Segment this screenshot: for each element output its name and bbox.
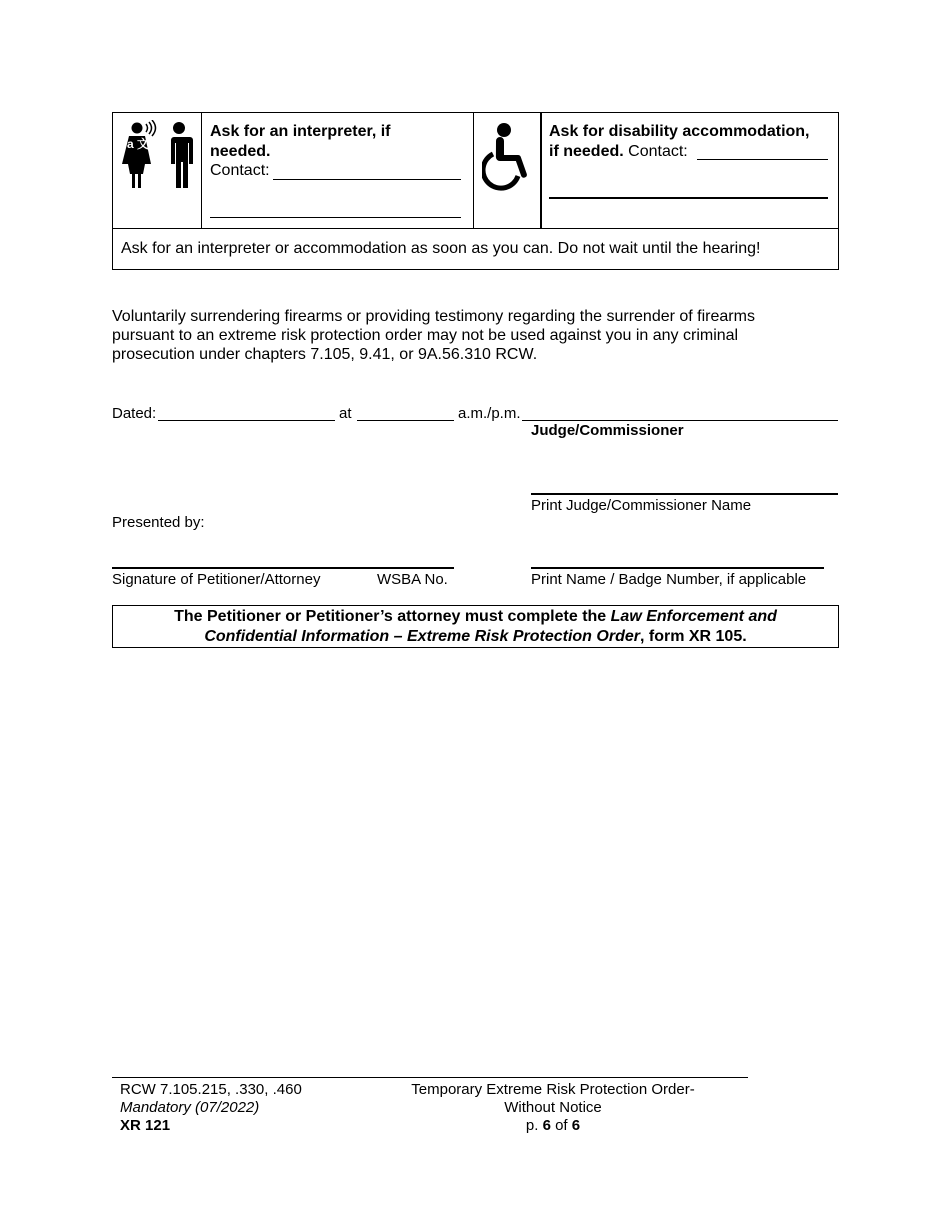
disability-heading-line2: if needed. xyxy=(549,143,624,160)
presented-by-label: Presented by: xyxy=(112,514,205,531)
footer-title-line-1: Temporary Extreme Risk Protection Order- xyxy=(411,1081,695,1098)
disability-contact-line-1[interactable] xyxy=(697,159,828,160)
firearms-line-3: prosecution under chapters 7.105, 9.41, or 9A.56.310 RCW. xyxy=(112,346,538,363)
dated-field-line[interactable] xyxy=(158,420,335,421)
cell-divider-2 xyxy=(473,112,474,228)
petitioner-notice-line-1 xyxy=(112,607,839,627)
footer-title-line-2: Without Notice xyxy=(504,1099,602,1116)
disability-heading-line2-row xyxy=(549,142,688,162)
interpreter-contact-line-1[interactable] xyxy=(273,179,461,180)
interpreter-contact-label: Contact: xyxy=(210,162,270,179)
notice-form-number: , form XR 105. xyxy=(639,628,747,645)
interpreter-icon-glyph: a 文 xyxy=(126,137,149,151)
footer-rcw: RCW 7.105.215, .330, .460 xyxy=(120,1081,302,1098)
dated-label: Dated: xyxy=(112,405,157,422)
print-name-line[interactable] xyxy=(531,567,824,569)
cell-divider-3 xyxy=(540,112,542,228)
petitioner-signature-label: Signature of Petitioner/Attorney xyxy=(112,571,321,588)
ampm-label: a.m./p.m. xyxy=(458,405,521,422)
interpreter-heading-line2: needed. xyxy=(210,143,271,160)
judge-label: Judge/Commissioner xyxy=(531,422,684,439)
petitioner-notice-line-2 xyxy=(112,627,839,647)
footer-mandatory: Mandatory (07/2022) xyxy=(120,1099,260,1116)
wheelchair-icon xyxy=(482,122,534,194)
wsba-label: WSBA No. xyxy=(377,571,448,588)
disability-heading-line1: Ask for disability accommodation, xyxy=(549,123,810,140)
disability-contact-label: Contact: xyxy=(628,143,688,160)
interpreter-contact-line-2[interactable] xyxy=(210,217,461,218)
time-field-line[interactable] xyxy=(357,420,454,421)
page-current: 6 xyxy=(542,1117,551,1134)
firearms-line-1: Voluntarily surrendering firearms or providing testimony regarding the surrender of firearms xyxy=(112,308,755,325)
footer-rule xyxy=(112,1077,748,1078)
firearms-line-2: pursuant to an extreme risk protection order may not be used against you in any criminal xyxy=(112,327,739,344)
access-box-divider xyxy=(112,228,838,229)
interpreter-icon xyxy=(118,120,196,192)
print-name-label: Print Name / Badge Number, if applicable xyxy=(531,571,807,588)
footer-page-number xyxy=(383,1116,723,1135)
cell-divider-1 xyxy=(201,112,202,228)
disability-contact-line-2[interactable] xyxy=(549,197,828,199)
petitioner-signature-line[interactable] xyxy=(112,567,454,569)
print-judge-label: Print Judge/Commissioner Name xyxy=(531,497,752,514)
footer-form-id: XR 121 xyxy=(120,1117,171,1134)
at-label: at xyxy=(339,405,352,422)
notice-line1-text: The Petitioner or Petitioner’s attorney must complete the xyxy=(174,608,611,625)
page-total: 6 xyxy=(571,1117,581,1134)
notice-form-title-part2: Confidential Information – Extreme Risk Protection Order xyxy=(204,628,640,645)
interpreter-heading-line1: Ask for an interpreter, if xyxy=(210,123,391,140)
notice-form-title-part1: Law Enforcement and xyxy=(610,608,777,625)
page-prefix: p. xyxy=(525,1117,543,1134)
page-of: of xyxy=(550,1117,572,1134)
print-judge-line[interactable] xyxy=(531,493,838,495)
accommodation-notice: Ask for an interpreter or accommodation as soon as you can. Do not wait until the hearing! xyxy=(121,240,761,257)
